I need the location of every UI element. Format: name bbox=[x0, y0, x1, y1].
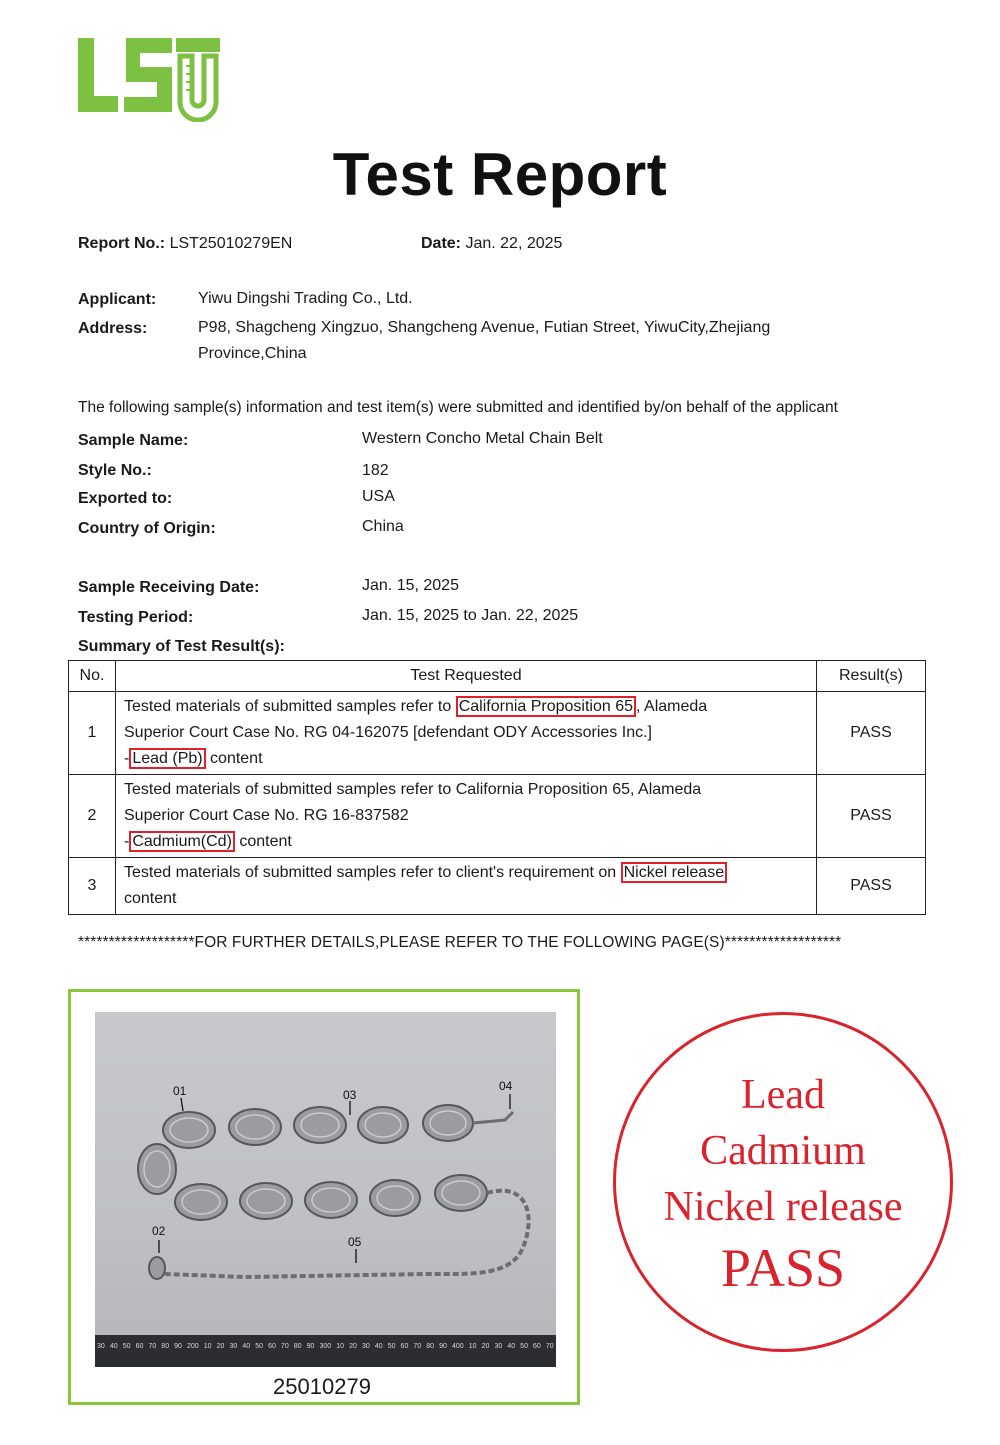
address-label: Address: bbox=[78, 320, 148, 337]
origin-value: China bbox=[362, 518, 404, 535]
ruler-tick-label: 40 bbox=[374, 1343, 383, 1350]
ruler-tick-label: 80 bbox=[161, 1343, 170, 1350]
table-row bbox=[69, 775, 926, 858]
marker-04: 04 bbox=[499, 1079, 513, 1093]
table-header-row bbox=[69, 661, 926, 692]
report-no: Report No.: LST25010279EN bbox=[78, 235, 293, 252]
row-no: 1 bbox=[69, 692, 116, 775]
applicant-label: Applicant: bbox=[78, 291, 157, 308]
row-test: Tested materials of submitted samples refer to client's requirement on Nickel release content bbox=[116, 858, 817, 915]
ruler-tick-label: 70 bbox=[545, 1343, 554, 1350]
table-row bbox=[69, 858, 926, 915]
sample-id: 25010279 bbox=[273, 1374, 371, 1399]
ruler-tick-label: 60 bbox=[135, 1343, 144, 1350]
stamp-lead: Lead bbox=[741, 1072, 825, 1118]
ruler-tick-label: 90 bbox=[306, 1343, 315, 1350]
ruler-tick-label: 70 bbox=[280, 1343, 289, 1350]
ruler-tick-label: 50 bbox=[520, 1343, 528, 1350]
exported-label: Exported to: bbox=[78, 490, 173, 507]
ruler-tick-label: 20 bbox=[481, 1343, 490, 1350]
style-no-value: 182 bbox=[362, 462, 389, 479]
ruler-tick-label: 20 bbox=[349, 1343, 357, 1350]
highlight-box: Lead (Pb) bbox=[129, 748, 205, 769]
receiving-date-label: Sample Receiving Date: bbox=[78, 579, 260, 596]
ruler-tick-label: 50 bbox=[122, 1343, 131, 1350]
receiving-date-value: Jan. 15, 2025 bbox=[362, 577, 459, 594]
intro-text: The following sample(s) information and test item(s) were submitted and identified by/on behalf of the applicant bbox=[78, 399, 838, 416]
stamp-cadmium: Cadmium bbox=[700, 1128, 866, 1174]
ruler-tick-label: 50 bbox=[255, 1343, 263, 1350]
ruler-tick-label: 30 bbox=[97, 1343, 105, 1350]
row-test: Tested materials of submitted samples refer to California Proposition 65 , Alameda Superior Court Case No. RG 04-162075 [defendant ODY Accessories Inc.] - Lead (Pb) content bbox=[116, 692, 817, 775]
ruler-tick-label: 10 bbox=[336, 1343, 345, 1350]
row-result: PASS bbox=[817, 775, 926, 858]
marker-02: 02 bbox=[152, 1224, 166, 1238]
belt-illustration bbox=[95, 1012, 556, 1367]
lst-logo bbox=[78, 36, 220, 122]
marker-01: 01 bbox=[173, 1084, 187, 1098]
origin-label: Country of Origin: bbox=[78, 520, 216, 537]
header-test: Test Requested bbox=[116, 661, 817, 692]
sample-photo bbox=[95, 1012, 556, 1367]
applicant-value: Yiwu Dingshi Trading Co., Ltd. bbox=[198, 290, 413, 307]
header-result: Result(s) bbox=[817, 661, 926, 692]
ruler-tick-label: 90 bbox=[439, 1343, 447, 1350]
ruler-tick-label: 400 bbox=[451, 1343, 464, 1350]
exported-value: USA bbox=[362, 488, 395, 505]
sample-name-label: Sample Name: bbox=[78, 432, 189, 449]
style-no-label: Style No.: bbox=[78, 462, 152, 479]
further-details-note: *******************FOR FURTHER DETAILS,PLEASE REFER TO THE FOLLOWING PAGE(S)******************* bbox=[78, 934, 842, 951]
highlight-box: California Proposition 65 bbox=[456, 696, 636, 717]
pass-stamp bbox=[613, 1012, 953, 1352]
testing-period-label: Testing Period: bbox=[78, 609, 194, 626]
ruler-tick-label: 10 bbox=[468, 1343, 477, 1350]
row-result: PASS bbox=[817, 858, 926, 915]
ruler-tick-label: 80 bbox=[293, 1343, 302, 1350]
stamp-nickel: Nickel release bbox=[663, 1184, 903, 1230]
ruler-tick-label: 60 bbox=[533, 1343, 541, 1350]
ruler-tick-label: 30 bbox=[229, 1343, 238, 1350]
header-no: No. bbox=[69, 661, 116, 692]
ruler-tick-label: 30 bbox=[494, 1343, 503, 1350]
ruler-tick-label: 70 bbox=[148, 1343, 157, 1350]
ruler-tick-label: 10 bbox=[203, 1343, 212, 1350]
ruler-tick-label: 20 bbox=[216, 1343, 225, 1350]
table-row bbox=[69, 692, 926, 775]
ruler-tick-label: 90 bbox=[174, 1343, 182, 1350]
ruler-tick-label: 70 bbox=[413, 1343, 422, 1350]
row-result: PASS bbox=[817, 692, 926, 775]
highlight-box: Nickel release bbox=[621, 862, 727, 883]
ruler-tick-label: 60 bbox=[400, 1343, 409, 1350]
summary-label: Summary of Test Result(s): bbox=[78, 638, 285, 655]
marker-05: 05 bbox=[348, 1235, 362, 1249]
ruler-tick-label: 50 bbox=[387, 1343, 396, 1350]
highlight-box: Cadmium(Cd) bbox=[129, 831, 235, 852]
ruler-tick-label: 300 bbox=[319, 1343, 332, 1350]
summary-table bbox=[68, 660, 926, 915]
ruler-tick-label: 40 bbox=[109, 1343, 118, 1350]
testing-period-value: Jan. 15, 2025 to Jan. 22, 2025 bbox=[362, 607, 579, 624]
marker-03: 03 bbox=[343, 1088, 357, 1102]
address-line2: Province,China bbox=[198, 345, 307, 362]
ruler-tick-label: 40 bbox=[507, 1343, 516, 1350]
row-no: 2 bbox=[69, 775, 116, 858]
row-no: 3 bbox=[69, 858, 116, 915]
ruler-tick-label: 30 bbox=[361, 1343, 370, 1350]
page-title: Test Report bbox=[332, 141, 668, 208]
sample-name-value: Western Concho Metal Chain Belt bbox=[362, 430, 603, 447]
address-line1: P98, Shagcheng Xingzuo, Shangcheng Avenue, Futian Street, YiwuCity,Zhejiang bbox=[198, 319, 771, 336]
measurement-ruler bbox=[95, 1335, 556, 1367]
ruler-tick-label: 200 bbox=[187, 1343, 199, 1350]
ruler-tick-label: 80 bbox=[426, 1343, 435, 1350]
row-test: Tested materials of submitted samples refer to California Proposition 65, Alameda Superior Court Case No. RG 16-837582 - Cadmium(Cd) content bbox=[116, 775, 817, 858]
stamp-pass: PASS bbox=[720, 1238, 846, 1298]
ruler-tick-label: 40 bbox=[242, 1343, 251, 1350]
ruler-tick-label: 60 bbox=[268, 1343, 276, 1350]
report-date: Date: Jan. 22, 2025 bbox=[421, 235, 563, 252]
